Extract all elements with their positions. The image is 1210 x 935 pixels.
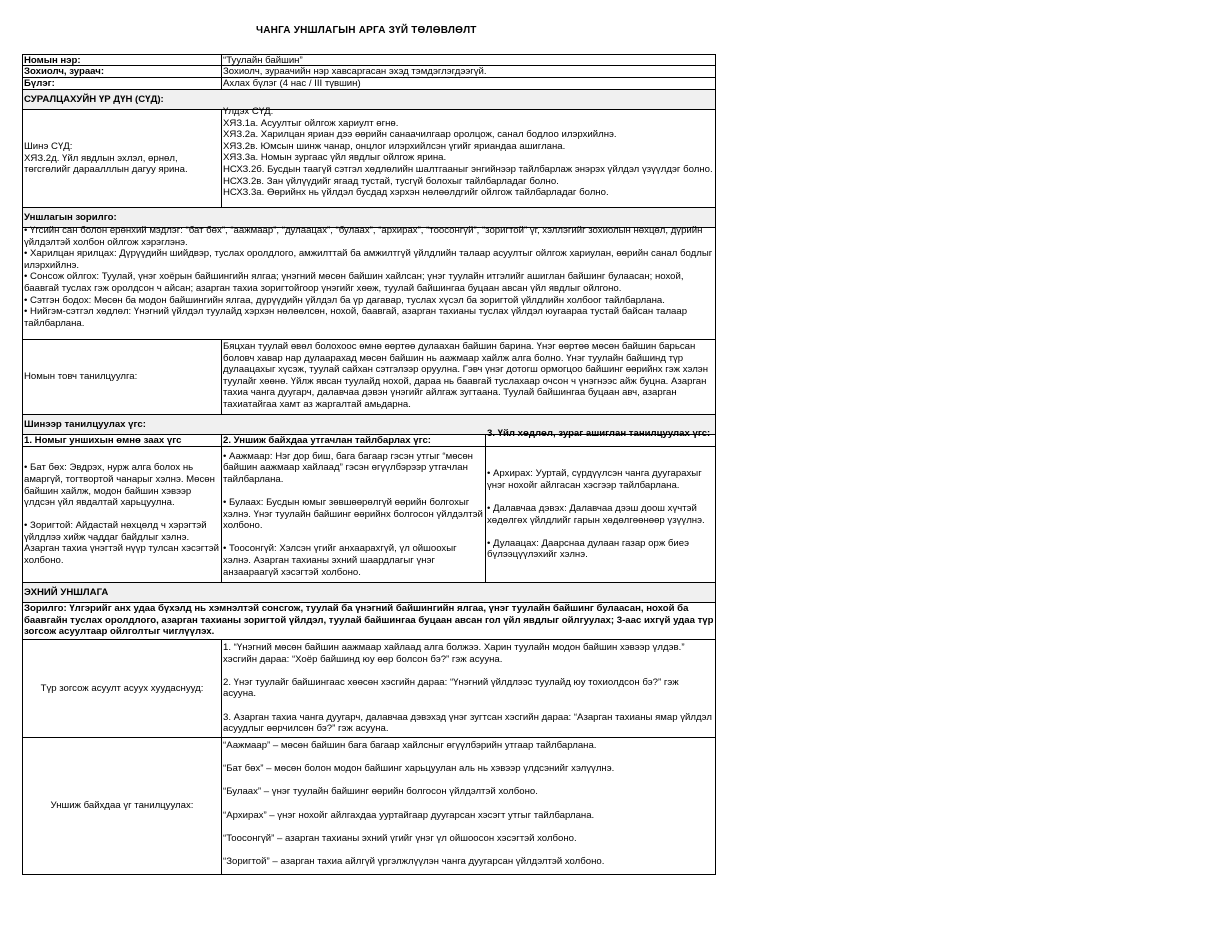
vocab-item: • Тоосонгүй: Хэлсэн үгийг анхаарахгүй, үл ойшоохыг хэлнэ. Азарган тахианы эхний шаардлагыг үнэг анзаараагүй хэсэгтэй холбоно. (223, 543, 457, 578)
goal-row (22, 225, 716, 340)
document-title: ЧАНГА УНШЛАГЫН АРГА ЗҮЙ ТӨЛӨВЛӨЛТ (256, 25, 477, 36)
reading-word: “Булаах” – үнэг туулайн байшинг өөрийн болгосон үйлдэлтэй холбоно. (223, 786, 538, 798)
group-value: Ахлах бүлэг (4 нас / III түвшин) (223, 78, 361, 89)
reading-word: “Бат бөх” – мөсөн болон модон байшинг харьцуулан аль нь хэвээр үлдсэнийг хэлүүлнэ. (223, 763, 615, 775)
retained-outcomes: Үлдэх СҮД: ХЯЗ.1а. Асуултыг ойлгож хариулт өгнө. ХЯЗ.2а. Харилцан яриан дээ өөрийн санаачилгаар оролцож, санал бодлоо илэрхийлнэ. ХЯЗ.2в. Юмсын шинж чанар, онцлог илэрхийлсэн үгийг яриандаа ашиглана. ХЯЗ.3а. Номын зургаас үйл явдлыг ойлгож ярина. НСХЗ.2б. Бусдын таагүй сэтгэл хөдлөлийн шалтгааныг энгийнээр тайлбарлаж энэрэх үйлдэл үзүүлдэг болно. НСХЗ.2в. Зан үйлүүдийг ягаад тустай, тусгүй болохыг тайлбарладаг болно. НСХЗ.3а. Өөрийнх нь үйлдэл бусдад хэрхэн нөлөөлдгийг ойлгож тайлбарладаг болно. (223, 106, 713, 199)
reading-word: “Тоосонгүй” – азарган тахианы эхний үгийг үнэг үл ойшоосон хэсэгтэй холбоно. (223, 832, 577, 844)
first-reading-goal: Зорилго: Үлгэрийг анх удаа бүхэлд нь хэмнэлтэй сонсгож, туулай ба үнэгний байшингийн ялгаа, үнэг туулайн байшинг булаасан, нохой ба баавгайн туслах оролдлого, азарган тахианы зоригтой үйлдэл, туулай байшингаа буцаан авсан гол үйл явдлыг ойлгуулах; 3-аас ихгүй удаа түр зогсож асуултаар ойлголтыг чиглүүлэх. (24, 603, 714, 638)
goal-list (23, 225, 715, 339)
pause-question: 3. Азарган тахиа чанга дуугарч, далавчаа дэвэхэд үнэг зугтсан хэсгийн дараа: “Азарган тахианы ямар үйлдэл асуудлыг өөрчилсөн бэ?” гэж асууна. (223, 711, 712, 735)
lesson-plan-table (22, 54, 716, 875)
vocab-item: • Дулаацах: Даарснаа дулаан газар орж биеэ бүлээцүүлэхийг хэлнэ. (487, 537, 689, 561)
new-outcomes: Шинэ СҮД: ХЯЗ.2д. Үйл явдлын эхлэл, өрнөл, төгсгөлийг дараалллын дагуу ярина. (23, 110, 222, 207)
reading-word: “Зоригтой” – азарган тахиа айлгүй үргэлжлүүлэн чанга дуугарсан үйлдэлтэй холбоно. (223, 855, 605, 867)
first-reading-header: ЭХНИЙ УНШЛАГА (22, 583, 716, 603)
vocab-item: • Бат бөх: Эвдрэх, нурж алга болох нь амаргүй, тогтвортой чанарыг хэлнэ. Мөсөн байшин хайлж, модон байшин хэвээр үлдсэн үйл явдалтай харьцуулна. (24, 462, 215, 509)
book-name-label: Номын нэр: (23, 55, 222, 65)
vocab-titles-row (22, 428, 716, 447)
pause-questions-label: Түр зогсож асуулт асуух хуудаснууд: (23, 640, 222, 737)
outcomes-row (22, 106, 716, 208)
goal-item: • Сонсож ойлгох: Туулай, үнэг хоёрын байшингийн ялгаа; үнэгний мөсөн байшин хайлсан; үнэг туулайн итгэлийг ашиглан байшинг булаасан; нохой, баавгай туслах гэж оролдсон ч айсан; азарган тахиа зоригтойгоор үнэгийг хөөж, туулай байшингаа буцаан авсан үйл явдлыг ойлгоно. (24, 271, 684, 294)
pause-question: 2. Үнэг туулайг байшингаас хөөсөн хэсгийн дараа: “Үнэгний үйлдлээс туулайд юу тохиолдсон бэ?” гэж асууна. (223, 676, 679, 700)
reading-words-list (222, 738, 715, 874)
book-name-value: “Туулайн байшин” (223, 55, 303, 65)
outcomes-header: СУРАЛЦАХУЙН ҮР ДҮН (СҮД): (22, 90, 716, 110)
goal-item: • Сэтгэн бодох: Мөсөн ба модон байшингийн ялгаа, дүрүүдийн үйлдэл ба үр дагавар, туслах хүсэл ба зоригтой үйлдлийн холбоог тайлбарлана. (24, 294, 665, 306)
author-label: Зохиолч, зураач: (23, 66, 222, 77)
vocab-item: • Далавчаа дэвэх: Далавчаа дээш доош хүчтэй хөдөлгөх үйлдлийг гарын хөдөлгөөнөөр үзүүлнэ. (487, 502, 705, 526)
goal-header: Уншлагын зорилго: (22, 208, 716, 228)
vocab-item: • Зоригтой: Айдастай нөхцөлд ч хэрэгтэй үйлдлээ хийж чаддаг байдлыг хэлнэ. Азарган тахиа үнэгтэй нүүр тулсан хэсэгтэй холбоно. (24, 520, 219, 567)
pause-questions-list (222, 640, 715, 737)
vocab-col2 (222, 447, 486, 582)
intro-text: Бяцхан туулай өвөл болохоос өмнө өөртөө дулаахан байшин барина. Үнэг өөртөө мөсөн байшин барьсан боловч хавар нар дулаарахад мөсөн байшин нь аажмаар хайлж алга болно. Үнэг туулайн байшинд түр дулаацахыг хүсэж, туулай сайхан сэтгэлээр оруулна. Гэвч үнэг дотогш ормогцоо байшинг өөрийнх гэж хэлэн туулайг хөөнө. Үйлж явсан туулайд нохой, дараа нь баавгай туслахаар очсон ч үнэгнээс айж буцна. Азарган тахиа чанга дуугарч, далавчаа дэвэн үнэгийг айлгаж зугтаана. Туулай байшингаа буцаан авч, азарган тахиатайгаа хамт аз жаргалтай амьдарна. (223, 341, 708, 410)
reading-words-label: Уншиж байхдаа үг танилцуулах: (23, 738, 222, 874)
reading-word: “Архирах” – үнэг нохойг айлгахдаа ууртайгаар дуугарсан хэсэгт утгыг тайлбарлана. (223, 809, 595, 821)
vocab-col2-title: 2. Уншиж байхдаа утгачлан тайлбарлах үгс: (222, 435, 486, 446)
vocab-header: Шинээр танилцуулах үгс: (22, 415, 716, 435)
group-row (22, 78, 716, 90)
vocab-item: • Архирах: Ууртай, сүрдүүлсэн чанга дуугарахыг үнэг нохойг айлгасан хэсгээр тайлбарлана. (487, 468, 702, 491)
author-row (22, 66, 716, 78)
group-label: Бүлэг: (23, 78, 222, 89)
vocab-col3-title: 3. Үйл хөдлөл, зураг ашиглан танилцуулах үгс: (487, 428, 711, 439)
reading-word: “Аажмаар” – мөсөн байшин бага багаар хайлсныг өгүүлбэрийн утгаар тайлбарлана. (223, 740, 597, 751)
vocab-col1-title: 1. Номыг уншихын өмнө заах үгс (23, 435, 222, 446)
goal-item: • Нийгэм-сэтгэл хөдлөл: Үнэгний үйлдэл туулайд хэрхэн нөлөөлсөн, нохой, баавгай, азарган тахианы туслах үйлдэл юугаараа тустай байсан талаар тайлбарлана. (24, 306, 688, 329)
vocab-item: • Булаах: Бусдын юмыг зөвшөөрөлгүй өөрийн болгохыг хэлнэ. Үнэг туулайн байшинг өөрийнх болгосон үйлдэлтэй холбоно. (223, 497, 483, 532)
pause-question: 1. “Үнэгний мөсөн байшин аажмаар хайлаад алга болжээ. Харин туулайн модон байшин хэвээр үлдэв.” хэсгийн дараа: “Хоёр байшинд юу өөр болсон бэ?” гэж асууна. (223, 642, 685, 665)
goal-item: • Үгсийн сан болон ерөнхий мэдлэг: “бат бөх”, “аажмаар”, “дулаацах”, “булаах”, “архирах”, “тоосонгүй”, “зоригтой” үг, хэллэгийг зохиолын нөхцөл, дүрийн үйлдэлтэй холбон ойлгож хэрэглэнэ. (24, 225, 703, 248)
book-name-row (22, 54, 716, 66)
vocab-items-row (22, 447, 716, 583)
first-reading-goal-row (22, 603, 716, 640)
vocab-col3 (486, 447, 715, 582)
intro-row (22, 340, 716, 415)
reading-words-row (22, 738, 716, 875)
author-value: Зохиолч, зураачийн нэр хавсаргасан эхэд тэмдэглэгдээгүй. (223, 66, 487, 77)
vocab-col1 (23, 447, 222, 582)
vocab-item: • Аажмаар: Нэг дор биш, бага багаар гэсэн утгыг “мөсөн байшин аажмаар хайлаад” гэсэн өгүүлбэрээр утгачлан тайлбарлана. (223, 450, 473, 485)
goal-item: • Харилцан ярилцах: Дүрүүдийн шийдвэр, туслах оролдлого, амжилттай ба амжилтгүй үйлдлийн талаар асуултыг ойлгож хариулан, өөрийн санал бодлыг илэрхийлнэ. (24, 248, 713, 271)
intro-label: Номын товч танилцуулга: (23, 340, 222, 414)
pause-questions-row (22, 640, 716, 738)
